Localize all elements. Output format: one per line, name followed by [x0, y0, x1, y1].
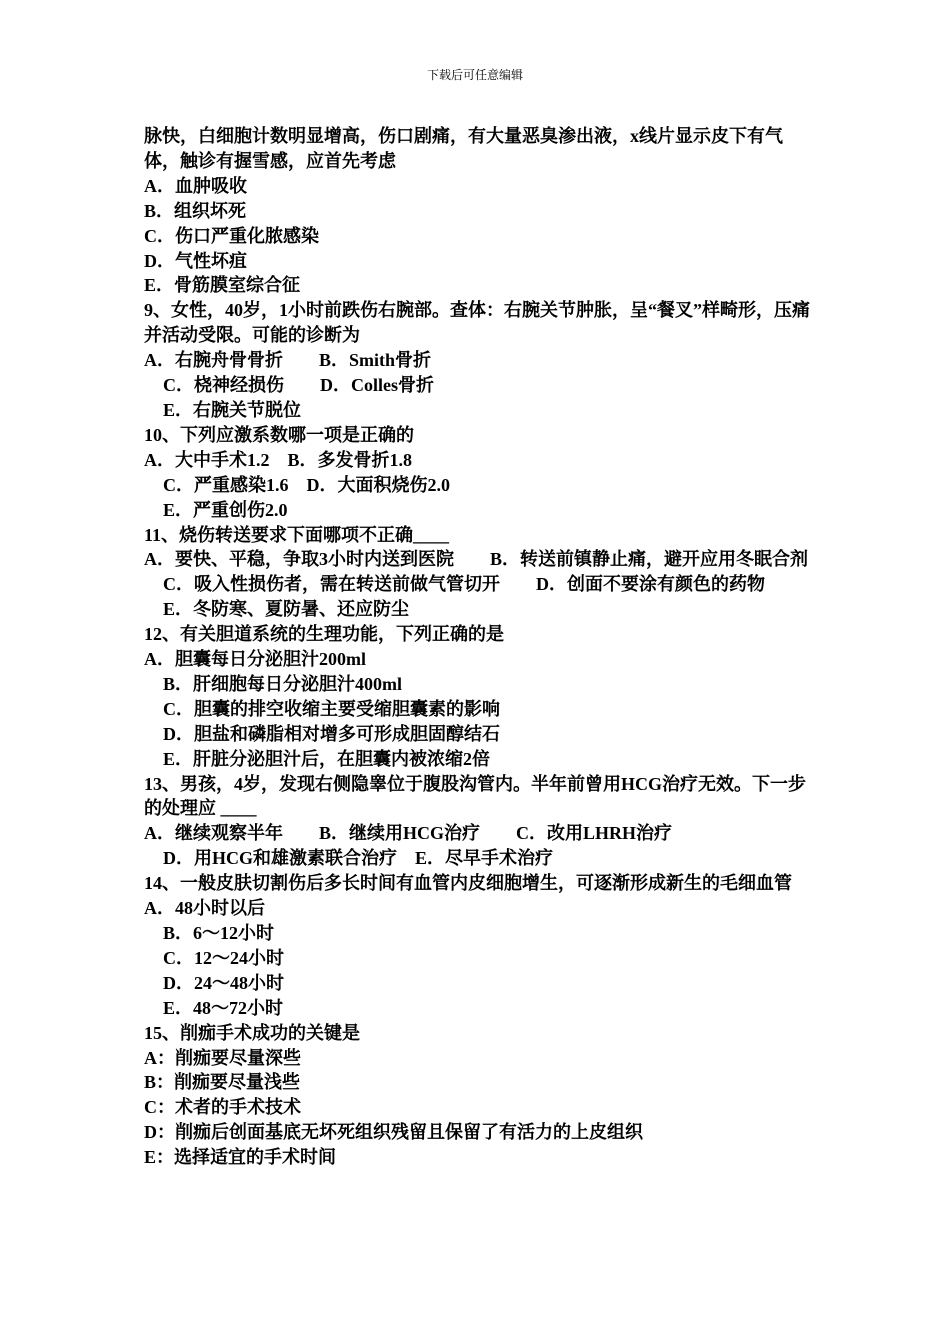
- q9-options-ab: A．右腕舟骨骨折 B．Smith骨折: [144, 350, 432, 371]
- q14-option-c: C．12～24小时: [163, 947, 284, 968]
- page-header: 下载后可任意编辑: [426, 68, 523, 82]
- q11-options-ab: A．要快、平稳，争取3小时内送到医院 B．转送前镇静止痛，避开应用冬眠合剂: [144, 549, 809, 570]
- question-10-stem: 10、下列应激系数哪一项是正确的: [144, 424, 414, 445]
- q15-option-d: D：削痂后创面基底无坏死组织残留且保留了有活力的上皮组织: [144, 1122, 643, 1143]
- q12-option-b: B．肝细胞每日分泌胆汁400ml: [163, 673, 402, 694]
- q13-options-abc: A．继续观察半年 B．继续用HCG治疗 C．改用LHRH治疗: [144, 823, 673, 844]
- question-9-stem: 9、女性，40岁，1小时前跌伤右腕部。查体：右腕关节肿胀，呈“餐叉”样畸形，压痛并活动受限。可能的诊断为: [144, 300, 810, 346]
- question-15-stem: 15、削痂手术成功的关键是: [144, 1022, 360, 1043]
- q8-option-e: E．骨筋膜室综合征: [144, 275, 301, 296]
- q12-option-c: C．胆囊的排空收缩主要受缩胆囊素的影响: [163, 698, 500, 719]
- q11-option-e: E．冬防寒、夏防暑、还应防尘: [163, 599, 410, 620]
- q8-option-c: C．伤口严重化脓感染: [144, 225, 319, 246]
- q8-option-d: D．气性坏疽: [144, 250, 247, 271]
- q15-option-a: A：削痂要尽量深些: [144, 1047, 301, 1068]
- q14-option-e: E．48～72小时: [163, 997, 284, 1018]
- q11-options-cd: C．吸入性损伤者，需在转送前做气管切开 D．创面不要涂有颜色的药物: [163, 574, 765, 595]
- q14-option-a: A．48小时以后: [144, 898, 265, 919]
- question-14-stem: 14、一般皮肤切割伤后多长时间有血管内皮细胞增生，可逐渐形成新生的毛细血管: [144, 873, 792, 894]
- q14-option-d: D．24～48小时: [163, 972, 284, 993]
- question-13-stem: 13、男孩，4岁，发现右侧隐睾位于腹股沟管内。半年前曾用HCG治疗无效。下一步的处理应 ____: [144, 773, 806, 819]
- q8-option-b: B．组织坏死: [144, 200, 247, 221]
- q10-option-e: E．严重创伤2.0: [163, 499, 288, 520]
- q12-option-a: A．胆囊每日分泌胆汁200ml: [144, 649, 366, 670]
- question-11-stem: 11、烧伤转送要求下面哪项不正确____: [144, 524, 450, 545]
- q15-option-b: B：削痂要尽量浅些: [144, 1072, 301, 1093]
- q15-option-c: C：术者的手术技术: [144, 1097, 301, 1118]
- q15-option-e: E：选择适宜的手术时间: [144, 1147, 337, 1168]
- q12-option-e: E．肝脏分泌胆汁后，在胆囊内被浓缩2倍: [163, 748, 491, 769]
- q10-options-cd: C．严重感染1.6 D．大面积烧伤2.0: [163, 474, 450, 495]
- question-8-stem: 脉快，白细胞计数明显增高，伤口剧痛，有大量恶臭渗出液，x线片显示皮下有气体，触诊有握雪感，应首先考虑: [144, 126, 783, 171]
- q9-option-e: E．右腕关节脱位: [163, 399, 302, 420]
- question-12-stem: 12、有关胆道系统的生理功能，下列正确的是: [144, 624, 504, 645]
- q12-option-d: D．胆盐和磷脂相对增多可形成胆固醇结石: [163, 723, 500, 744]
- document-body: [144, 124, 814, 1170]
- q9-options-cd: C．桡神经损伤 D．Colles骨折: [163, 375, 434, 396]
- q8-option-a: A．血肿吸收: [144, 175, 247, 196]
- q14-option-b: B．6～12小时: [163, 923, 275, 943]
- q13-options-de: D．用HCG和雄激素联合治疗 E．尽早手术治疗: [163, 848, 554, 869]
- q10-options-ab: A．大中手术1.2 B．多发骨折1.8: [144, 449, 413, 470]
